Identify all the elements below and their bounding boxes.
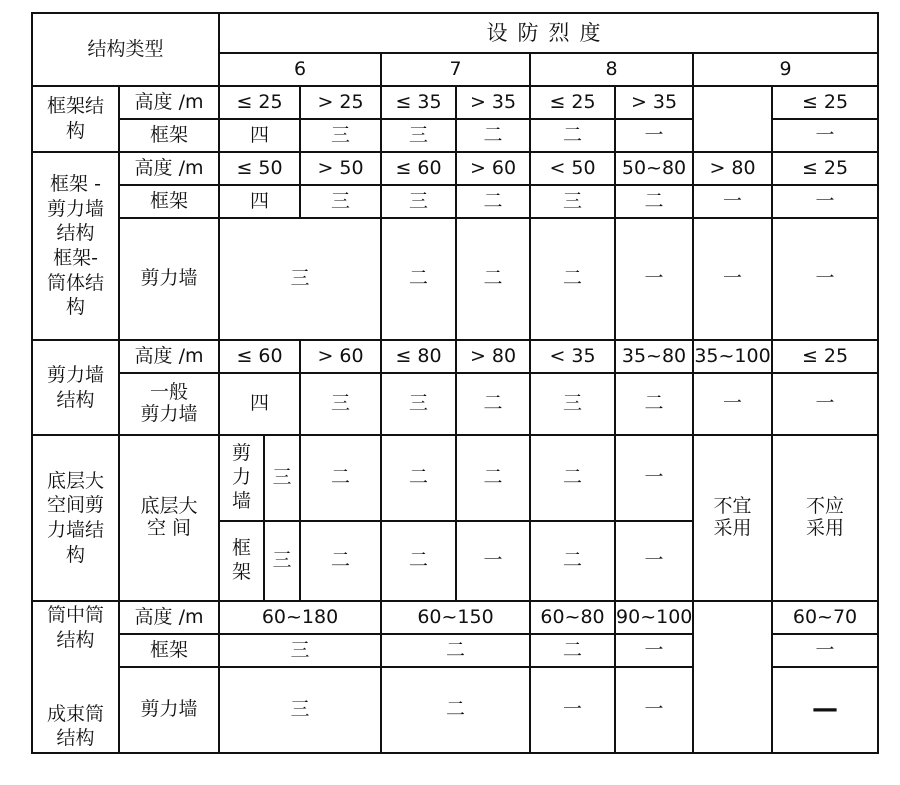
- cell: 90~100: [615, 601, 693, 634]
- wall-label: 剪力墙: [119, 218, 219, 340]
- cell: 一: [456, 521, 530, 601]
- wall-label: 剪力墙: [119, 667, 219, 753]
- cell: —: [772, 667, 878, 753]
- intensity-8: 8: [530, 53, 693, 86]
- cell: 三: [530, 185, 615, 218]
- not-allowed-cell: 不应 采用: [772, 435, 878, 601]
- cell: 一: [772, 185, 878, 218]
- height-label: 高度 /m: [119, 86, 219, 119]
- cell: > 60: [300, 340, 381, 373]
- frame-label: 框架: [119, 119, 219, 152]
- cell: 一: [693, 185, 772, 218]
- wall-structure-label: 剪力墙 结构: [32, 340, 119, 435]
- cell: 一: [693, 218, 772, 340]
- cell: ≤ 25: [219, 86, 300, 119]
- general-wall-label: 一般 剪力墙: [119, 373, 219, 435]
- cell: ≤ 25: [772, 340, 878, 373]
- cell: 四: [219, 373, 300, 435]
- cell: 三: [381, 185, 456, 218]
- cell: ≤ 60: [219, 340, 300, 373]
- cell: 三: [219, 667, 381, 753]
- cell: ≤ 35: [381, 86, 456, 119]
- cell: 二: [456, 185, 530, 218]
- cell: 二: [456, 435, 530, 521]
- intensity-header: 设防烈度: [219, 13, 878, 53]
- height-label: 高度 /m: [119, 340, 219, 373]
- seismic-grade-table: [31, 12, 879, 754]
- cell: 二: [300, 521, 381, 601]
- cell: 一: [615, 521, 693, 601]
- empty-cell: [693, 86, 772, 152]
- cell: 50~80: [615, 152, 693, 185]
- cell: 二: [530, 634, 615, 667]
- cell: 一: [693, 373, 772, 435]
- cell: ≤ 80: [381, 340, 456, 373]
- cell: 二: [456, 373, 530, 435]
- cell: 一: [615, 435, 693, 521]
- not-suitable-cell: 不宜 采用: [693, 435, 772, 601]
- cell: 35~80: [615, 340, 693, 373]
- cell: 二: [456, 218, 530, 340]
- frame-wall-structure-label: 框架 - 剪力墙 结构 框架- 筒体结 构: [32, 152, 119, 340]
- tube-structure-label: 筒中筒 结构 成束筒 结构: [32, 601, 119, 753]
- cell: 一: [615, 218, 693, 340]
- cell: 四: [219, 185, 300, 218]
- cell: 一: [772, 634, 878, 667]
- cell: 二: [615, 185, 693, 218]
- cell: 60~180: [219, 601, 381, 634]
- cell: < 35: [530, 340, 615, 373]
- cell: 三: [264, 435, 300, 521]
- cell: ≤ 25: [772, 152, 878, 185]
- cell: > 35: [615, 86, 693, 119]
- frame-label: 框架: [119, 634, 219, 667]
- cell: 三: [219, 634, 381, 667]
- frame-structure-label: 框架结 构: [32, 86, 119, 152]
- cell: 60~70: [772, 601, 878, 634]
- height-label: 高度 /m: [119, 601, 219, 634]
- cell: > 80: [693, 152, 772, 185]
- cell: > 25: [300, 86, 381, 119]
- cell: 二: [381, 634, 530, 667]
- cell: > 60: [456, 152, 530, 185]
- intensity-7: 7: [381, 53, 530, 86]
- cell: ≤ 60: [381, 152, 456, 185]
- cell: 二: [530, 119, 615, 152]
- cell: 三: [300, 373, 381, 435]
- frame-label: 框架: [119, 185, 219, 218]
- cell: 三: [300, 119, 381, 152]
- cell: 一: [530, 667, 615, 753]
- cell: 二: [381, 218, 456, 340]
- cell: < 50: [530, 152, 615, 185]
- cell: > 80: [456, 340, 530, 373]
- empty-cell: [693, 601, 772, 753]
- cell: 三: [381, 119, 456, 152]
- wall-label: 剪 力 墙: [219, 435, 264, 521]
- frame-label: 框 架: [219, 521, 264, 601]
- cell: 二: [530, 218, 615, 340]
- large-space-sub-label: 底层大 空 间: [119, 435, 219, 601]
- cell: 三: [264, 521, 300, 601]
- cell: 二: [381, 521, 456, 601]
- cell: 60~150: [381, 601, 530, 634]
- cell: 三: [300, 185, 381, 218]
- cell: 一: [615, 119, 693, 152]
- cell: 二: [300, 435, 381, 521]
- cell: 60~80: [530, 601, 615, 634]
- height-label: 高度 /m: [119, 152, 219, 185]
- cell: ≤ 50: [219, 152, 300, 185]
- cell: 二: [381, 435, 456, 521]
- cell: > 50: [300, 152, 381, 185]
- cell: 二: [456, 119, 530, 152]
- cell: 一: [615, 667, 693, 753]
- cell: > 35: [456, 86, 530, 119]
- cell: 二: [530, 435, 615, 521]
- cell: 二: [381, 667, 530, 753]
- cell: 35~100: [693, 340, 772, 373]
- cell: 三: [381, 373, 456, 435]
- cell: 一: [615, 634, 693, 667]
- cell: 一: [772, 218, 878, 340]
- cell: 三: [530, 373, 615, 435]
- cell: ≤ 25: [772, 86, 878, 119]
- structure-type-header: 结构类型: [32, 13, 219, 86]
- cell: 四: [219, 119, 300, 152]
- intensity-6: 6: [219, 53, 381, 86]
- cell: 一: [772, 119, 878, 152]
- cell: 三: [219, 218, 381, 340]
- cell: 二: [615, 373, 693, 435]
- cell: ≤ 25: [530, 86, 615, 119]
- cell: 一: [772, 373, 878, 435]
- intensity-9: 9: [693, 53, 878, 86]
- cell: 二: [530, 521, 615, 601]
- large-space-structure-label: 底层大 空间剪 力墙结 构: [32, 435, 119, 601]
